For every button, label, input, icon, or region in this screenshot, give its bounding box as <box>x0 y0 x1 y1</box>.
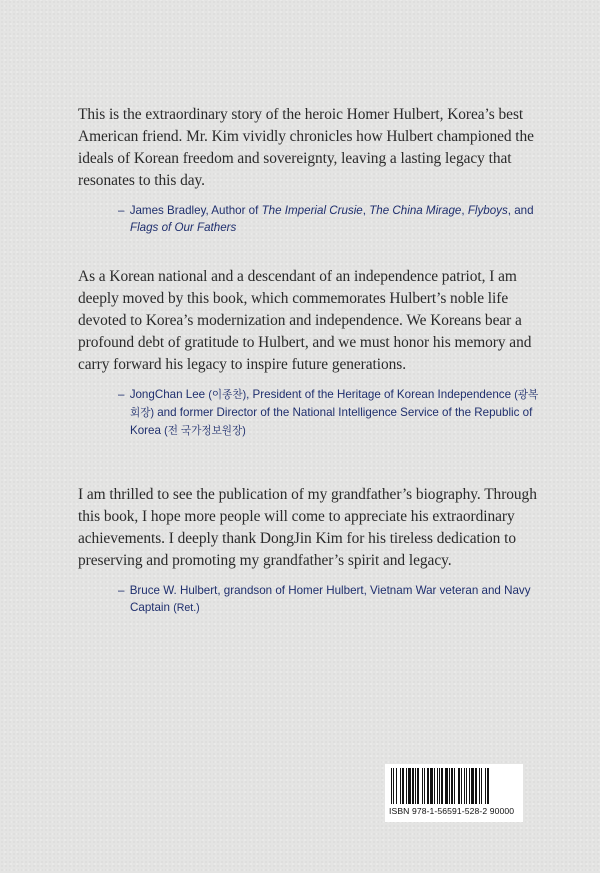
barcode-bar <box>466 768 467 804</box>
blurb-hulbert <box>78 484 548 617</box>
attribution-author: Bruce W. Hulbert, grandson of Homer Hulbert, Vietnam War veteran and Navy Captain <box>129 584 531 614</box>
barcode-bar <box>454 768 455 804</box>
barcode-bar <box>412 768 414 804</box>
barcode-bar <box>481 768 482 804</box>
barcode-bar <box>437 768 438 804</box>
barcode-bar <box>430 768 433 804</box>
barcode-bar <box>439 768 440 804</box>
barcode-bar <box>445 768 448 804</box>
attribution-dash: – <box>118 388 125 401</box>
blurb-quote: I am thrilled to see the publication of my grandfather’s biography. Through this book, I hope more people will come to appreciate his extraordinary achievements. I deeply thank DongJin Kim for his tireless dedication to preserving and promoting my grandfather’s spirit and legacy. <box>78 486 537 569</box>
attribution-dash: – <box>118 204 125 217</box>
isbn-barcode <box>385 764 523 822</box>
barcode-bar <box>449 768 450 804</box>
barcode-bar <box>469 768 470 804</box>
attribution-dash: – <box>118 584 125 597</box>
barcode-bar <box>487 768 489 804</box>
barcode-bar <box>441 768 443 804</box>
attribution-author: JongChan Lee <box>129 388 206 401</box>
barcode-bar <box>415 768 416 804</box>
barcode-bar <box>471 768 474 804</box>
book-title: Flags of Our Fathers <box>130 221 237 234</box>
barcode-bar <box>393 768 394 804</box>
barcode-bar <box>396 768 397 804</box>
barcode-bars <box>391 768 517 804</box>
book-title: The China Mirage <box>369 204 462 217</box>
attribution-suffix: (Ret.) <box>173 602 200 614</box>
barcode-bar <box>408 768 411 804</box>
blurb-attribution <box>78 386 548 440</box>
book-title: Flyboys <box>467 204 508 217</box>
barcode-bar <box>464 768 465 804</box>
barcode-bar <box>451 768 453 804</box>
barcode-bar <box>424 768 425 804</box>
blurb-attribution: – James Bradley, Author of The Imperial Crusie, The China Mirage, Flyboys, and Flags of Our Fathers <box>118 204 534 234</box>
blurb-quote: As a Korean national and a descendant of an independence patriot, I am deeply moved by this book, which commemorates Hulbert’s noble life devoted to Korea’s modernization and independence. We Koreans bear a profound debt of gratitude to Hulbert, and we must honor his memory and carry forward his legacy to inspire future generations. <box>78 268 532 373</box>
barcode-bar <box>434 768 435 804</box>
barcode-bar <box>417 768 419 804</box>
book-title: The Imperial Crusie <box>261 204 363 217</box>
attribution-role: , President of the Heritage of Korean Independence <box>246 388 512 401</box>
attribution-korean-role: (전 국가정보원장) <box>164 425 246 437</box>
barcode-bar <box>479 768 480 804</box>
attribution-korean-role: (광복회장) <box>130 389 539 419</box>
attribution-korean-name: (이종찬) <box>208 389 247 401</box>
isbn-number: ISBN 978-1-56591-528-2 90000 <box>389 806 515 816</box>
attribution-and: , and <box>507 204 534 217</box>
barcode-bar <box>422 768 423 804</box>
barcode-bar <box>406 768 407 804</box>
barcode-bar <box>485 768 486 804</box>
barcode-bar <box>458 768 460 804</box>
blurb-lee <box>78 266 548 440</box>
barcode-bar <box>400 768 401 804</box>
attribution-author: James Bradley, Author of <box>129 204 259 217</box>
barcode-bar <box>402 768 404 804</box>
barcode-bar <box>461 768 462 804</box>
blurb-bradley <box>78 104 548 236</box>
barcode-bar <box>475 768 477 804</box>
barcode-bar <box>391 768 392 804</box>
blurb-quote: This is the extraordinary story of the heroic Homer Hulbert, Korea’s best American friend. Mr. Kim vividly chronicles how Hulbert championed the ideals of Korean freedom and sovereignty, leaving a lasting legacy that resonates to this day. <box>78 106 534 189</box>
barcode-bar <box>427 768 429 804</box>
blurb-attribution <box>78 582 548 617</box>
attribution-role: and former Director of the National Intelligence Service of the Republic of Korea <box>130 406 533 437</box>
